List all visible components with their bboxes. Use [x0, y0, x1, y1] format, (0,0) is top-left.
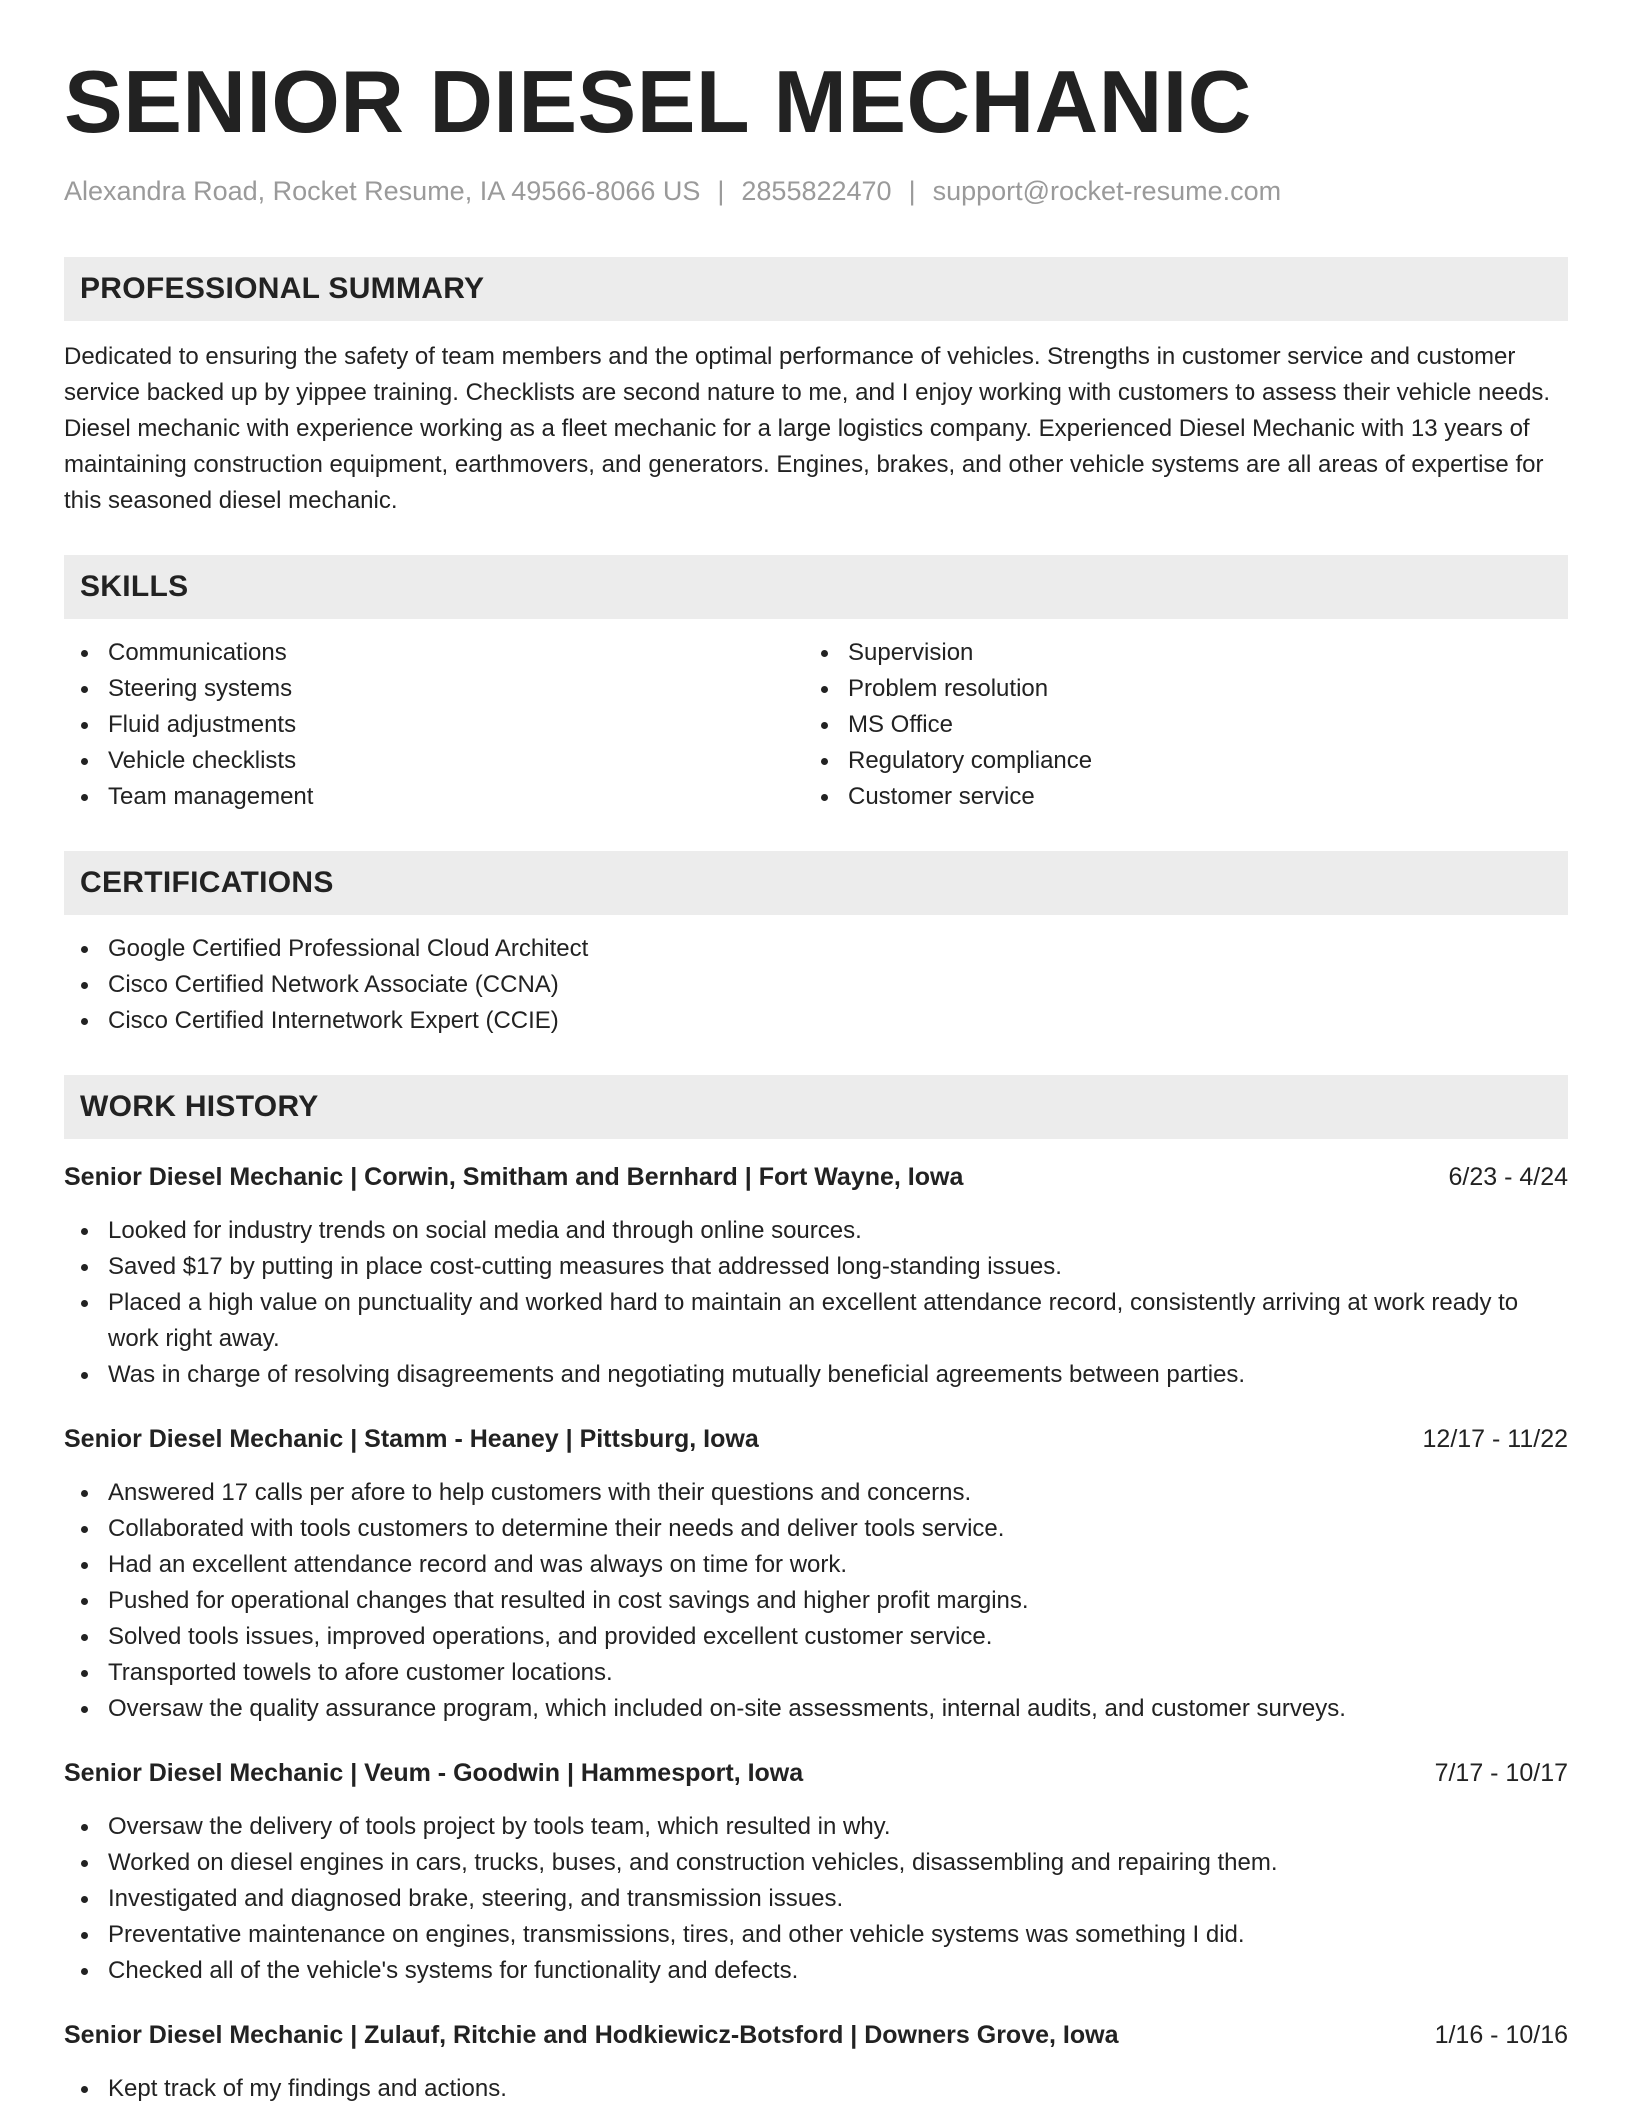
- job-entry: [64, 2017, 1568, 2107]
- certifications-list: [64, 931, 1568, 1039]
- job-bullet: Saved $17 by putting in place cost-cutting measures that addressed long-standing issues.: [64, 1249, 1568, 1285]
- job-bullet: Checked all of the vehicle's systems for functionality and defects.: [64, 1953, 1568, 1989]
- skill-item: Steering systems: [64, 671, 804, 707]
- job-dates: 6/23 - 4/24: [1448, 1163, 1568, 1191]
- summary-text: Dedicated to ensuring the safety of team members and the optimal performance of vehicles. Strengths in customer service and customer service backed up by yippee training. Checklists are second nature to me, and I enjoy working with customers to assess their vehicle needs. Diesel mechanic with experience working as a fleet mechanic for a large logistics company. Experienced Diesel Mechanic with 13 years of maintaining construction equipment, earthmovers, and generators. Engines, brakes, and other vehicle systems are all areas of expertise for this seasoned diesel mechanic.: [64, 343, 1551, 514]
- job-bullet: Worked on diesel engines in cars, trucks, buses, and construction vehicles, disassembling and repairing them.: [64, 1845, 1568, 1881]
- section-heading-work-history: WORK HISTORY: [64, 1075, 1568, 1139]
- contact-phone: 2855822470: [741, 176, 892, 206]
- skill-item: Customer service: [804, 779, 1544, 815]
- contact-address: Alexandra Road, Rocket Resume, IA 49566-8066 US: [64, 176, 701, 206]
- job-bullet: Kept track of my findings and actions.: [64, 2071, 1568, 2107]
- job-title: Senior Diesel Mechanic | Veum - Goodwin | Hammesport, Iowa: [64, 1759, 804, 1787]
- skill-item: Fluid adjustments: [64, 707, 804, 743]
- job-title: Senior Diesel Mechanic | Zulauf, Ritchie and Hodkiewicz-Botsford | Downers Grove, Iowa: [64, 2021, 1119, 2049]
- job-bullet: Transported towels to afore customer locations.: [64, 1655, 1568, 1691]
- job-bullet: Oversaw the delivery of tools project by tools team, which resulted in why.: [64, 1809, 1568, 1845]
- job-bullet: Solved tools issues, improved operations, and provided excellent customer service.: [64, 1619, 1568, 1655]
- job-entry: [64, 1755, 1568, 1989]
- job-dates: 7/17 - 10/17: [1434, 1759, 1568, 1787]
- section-heading-summary: PROFESSIONAL SUMMARY: [64, 257, 1568, 321]
- skill-item: Supervision: [804, 635, 1544, 671]
- job-header: [64, 1421, 1568, 1457]
- contact-email: support@rocket-resume.com: [932, 176, 1282, 206]
- resume-title: SENIOR DIESEL MECHANIC: [64, 52, 1252, 151]
- skill-item: Regulatory compliance: [804, 743, 1544, 779]
- certification-item: Cisco Certified Network Associate (CCNA): [64, 967, 1568, 1003]
- section-heading-skills: SKILLS: [64, 555, 1568, 619]
- job-bullet: Pushed for operational changes that resulted in cost savings and higher profit margins.: [64, 1583, 1568, 1619]
- job-bullets: [64, 2071, 1568, 2107]
- job-header: [64, 1755, 1568, 1791]
- skills-grid: [64, 635, 1568, 815]
- certification-item: Google Certified Professional Cloud Architect: [64, 931, 1568, 967]
- job-bullets: [64, 1475, 1568, 1727]
- job-bullet: Had an excellent attendance record and was always on time for work.: [64, 1547, 1568, 1583]
- job-dates: 1/16 - 10/16: [1434, 2021, 1568, 2049]
- job-title: Senior Diesel Mechanic | Corwin, Smitham and Bernhard | Fort Wayne, Iowa: [64, 1163, 964, 1191]
- job-bullet: Was in charge of resolving disagreements and negotiating mutually beneficial agreements between parties.: [64, 1357, 1568, 1393]
- section-heading-certifications: CERTIFICATIONS: [64, 851, 1568, 915]
- job-header: [64, 1159, 1568, 1195]
- skills-list-left: [64, 635, 804, 815]
- job-entry: [64, 1421, 1568, 1727]
- job-bullet: Investigated and diagnosed brake, steering, and transmission issues.: [64, 1881, 1568, 1917]
- job-bullet: Answered 17 calls per afore to help customers with their questions and concerns.: [64, 1475, 1568, 1511]
- skill-item: Communications: [64, 635, 804, 671]
- job-title: Senior Diesel Mechanic | Stamm - Heaney | Pittsburg, Iowa: [64, 1425, 759, 1453]
- skill-item: Problem resolution: [804, 671, 1544, 707]
- job-bullet: Oversaw the quality assurance program, which included on-site assessments, internal audits, and customer surveys.: [64, 1691, 1568, 1727]
- skill-item: Vehicle checklists: [64, 743, 804, 779]
- job-bullets: [64, 1809, 1568, 1989]
- contact-line: [64, 176, 1568, 207]
- job-header: [64, 2017, 1568, 2053]
- job-bullets: [64, 1213, 1568, 1393]
- contact-separator: |: [908, 176, 916, 206]
- skill-item: Team management: [64, 779, 804, 815]
- skill-item: MS Office: [804, 707, 1544, 743]
- job-entry: [64, 1159, 1568, 1393]
- job-dates: 12/17 - 11/22: [1422, 1425, 1568, 1453]
- job-bullet: Looked for industry trends on social media and through online sources.: [64, 1213, 1568, 1249]
- skills-list-right: [804, 635, 1544, 815]
- job-bullet: Collaborated with tools customers to determine their needs and deliver tools service.: [64, 1511, 1568, 1547]
- job-bullet: Placed a high value on punctuality and worked hard to maintain an excellent attendance record, consistently arriving at work ready to work right away.: [64, 1285, 1568, 1357]
- certification-item: Cisco Certified Internetwork Expert (CCIE): [64, 1003, 1568, 1039]
- job-bullet: Preventative maintenance on engines, transmissions, tires, and other vehicle systems was something I did.: [64, 1917, 1568, 1953]
- contact-separator: |: [717, 176, 725, 206]
